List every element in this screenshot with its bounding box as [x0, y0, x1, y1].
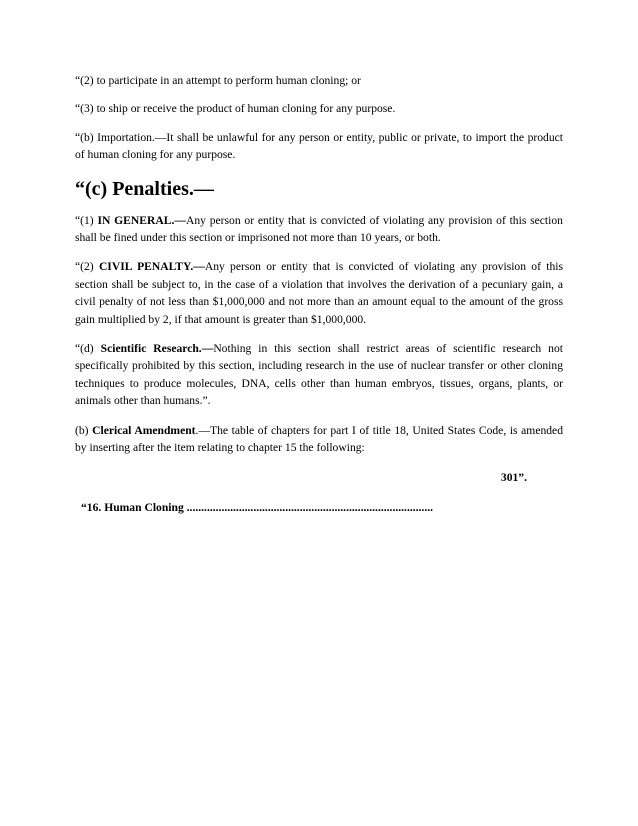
clerical-prefix: (b)	[75, 423, 93, 437]
civil-label: CIVIL PENALTY.—	[98, 260, 205, 274]
clause-3-ship: “(3) to ship or receive the product of human cloning for any purpose.	[75, 102, 396, 116]
clerical-text: .—The table of chapters for part I of title 18, United States Code, is amended by inserting after the item relating to chapter 15 the following:	[75, 423, 563, 455]
table-of-chapters-entry: “16. Human Cloning .....................................................................................	[81, 500, 434, 514]
clerical-label: Clerical Amendment	[92, 423, 196, 437]
general-penalty-paragraph	[75, 212, 563, 247]
general-prefix: “(1)	[75, 213, 98, 227]
general-label: IN GENERAL.—	[97, 213, 186, 227]
scientific-research-paragraph	[75, 340, 563, 410]
document-body	[75, 72, 563, 528]
general-text: Any person or entity that is convicted of violating any provision of this section shall be fined under this section or imprisoned not more than 10 years, or both.	[75, 213, 563, 245]
research-text: Nothing in this section shall restrict areas of scientific research not specifically prohibited by this section, including research in the use of nuclear transfer or other cloning techniques to produce molecules, DNA, cells other than human embryos, tissues, organs, plants, or animals other than humans.”.	[75, 342, 563, 408]
clause-2-participate: “(2) to participate in an attempt to perform human cloning; or	[75, 74, 361, 87]
civil-prefix: “(2)	[75, 260, 99, 274]
research-label: Scientific Research.—	[100, 342, 214, 356]
page-reference: 301”.	[500, 470, 527, 484]
research-prefix: “(d)	[75, 342, 101, 356]
clerical-amendment-paragraph	[75, 422, 563, 457]
penalties-heading: “(c) Penalties.—	[75, 177, 214, 200]
civil-penalty-paragraph	[75, 258, 563, 328]
importation-paragraph: “(b) Importation.—It shall be unlawful for any person or entity, public or private, to import the product of human cloning for any purpose.	[75, 130, 563, 162]
civil-text: Any person or entity that is convicted of violating any provision of this section shall be subject to, in the case of a violation that involves the derivation of a pecuniary gain, a civil penalty of not less than $1,000,000 and not more than an amount equal to the amount of the gross gain multiplied by 2, if that amount is greater than $1,000,000.	[75, 260, 563, 326]
